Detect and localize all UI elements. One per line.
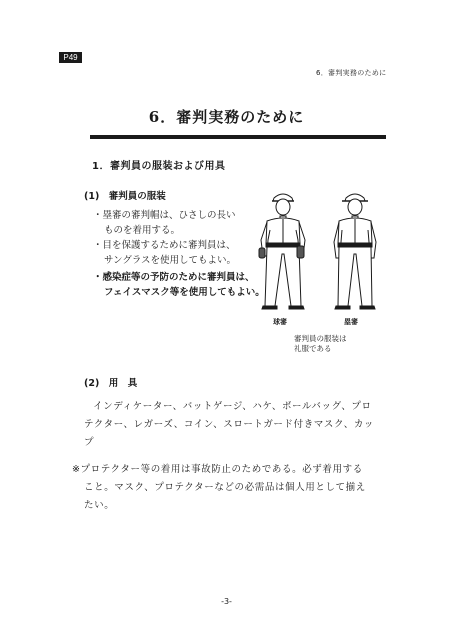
equipment-text-line3: プ [84,437,95,448]
page-number-badge: P49 [59,52,82,63]
base-umpire-illustration [330,188,380,310]
note-text-line1: ※プロテクター等の着用は事故防止のためである。必ず着用する [72,464,363,475]
section-heading: 1．審判員の服装および用具 [92,161,226,172]
bullet-face-mask-cont: フェイスマスク等を使用してもよい。 [104,287,265,298]
equipment-text-line1: インディケーター、バットゲージ、ハケ、ボールバッグ、プロ [93,401,372,412]
plate-umpire-illustration [258,188,308,310]
subsection-heading-attire: (1) 審判員の服装 [84,191,166,202]
figure-caption-line2: 礼服である [294,344,332,353]
bullet-cap: ・塁審の審判帽は、ひさしの長い [93,210,236,221]
note-text-line2: こと。マスク、プロテクターなどの必需品は個人用として揃え [84,482,366,493]
subsection-heading-equipment: (2) 用 具 [84,378,138,389]
figure-label-base-umpire: 塁審 [344,318,358,326]
figure-caption-line1: 審判員の服装は [294,334,347,343]
note-text-line3: たい。 [84,500,115,511]
running-header: 6．審判実務のために [316,69,387,77]
chapter-title: 6．審判実務のために [148,108,305,126]
bullet-cap-cont: ものを着用する。 [104,225,181,236]
bullet-face-mask: ・感染症等の予防のために審判員は、 [93,272,255,283]
title-rule [90,135,386,139]
bullet-sunglasses-cont: サングラスを使用してもよい。 [104,255,237,266]
bullet-sunglasses: ・目を保護するために審判員は、 [93,240,236,251]
figure-label-plate-umpire: 球審 [273,318,287,326]
page-folio: -3- [221,597,232,606]
equipment-text-line2: テクター、レガーズ、コイン、スロートガード付きマスク、カッ [84,419,374,430]
